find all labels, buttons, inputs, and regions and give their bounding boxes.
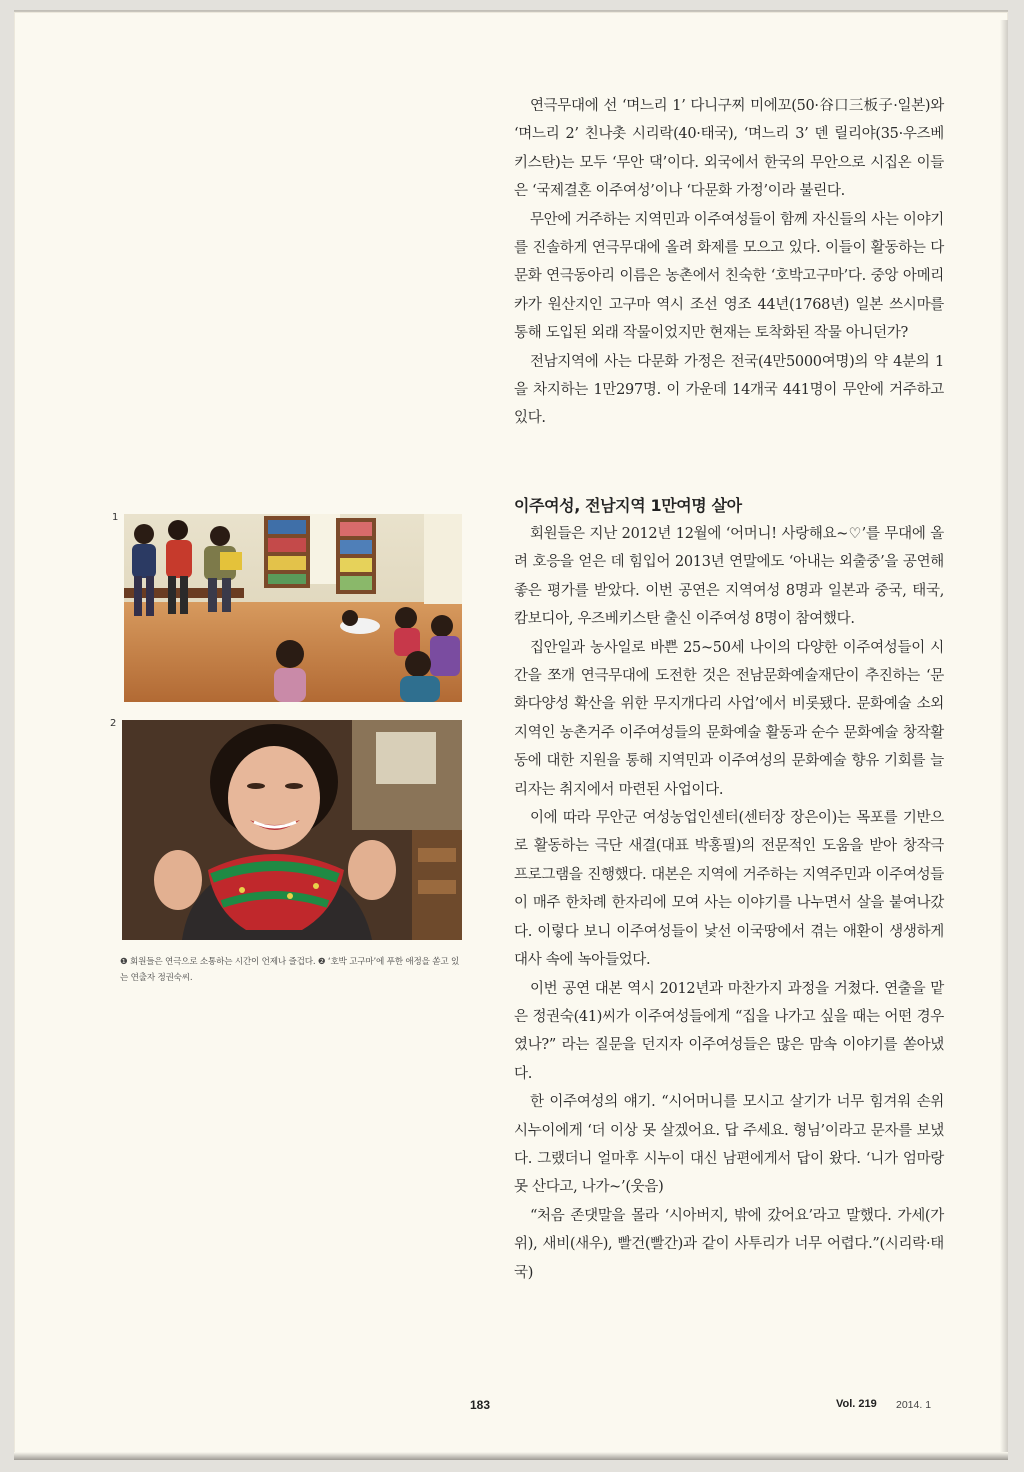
article-section-2 — [514, 492, 944, 1287]
paragraph: 전남지역에 사는 다문화 가정은 전국(4만5000여명)의 약 4분의 1을 차지하는 1만297명. 이 가운데 14개국 441명이 무안에 거주하고 있다. — [514, 353, 944, 427]
photo-2-number: 2 — [110, 718, 117, 729]
paragraph: “처음 존댓말을 몰라 ‘시아버지, 밖에 갔어요’라고 말했다. 가세(가위), 새비(새우), 빨건(빨간)과 같이 사투리가 너무 어렵다.”(시리락·태국) — [514, 1207, 944, 1281]
photo-2-director-portrait — [122, 720, 462, 940]
volume-label: Vol. 219 — [836, 1398, 877, 1410]
paragraph: 이번 공연 대본 역시 2012년과 마찬가지 과정을 거쳤다. 연출을 맡은 정권숙(41)씨가 이주여성들에게 “집을 나가고 싶을 때는 어떤 경우였나?” 라는 질문을 던지자 이주여성들은 많은 맘속 이야기를 쏟아냈다. — [514, 980, 944, 1082]
photo-1-rehearsal-room — [124, 514, 462, 702]
photo-2-illustration — [122, 720, 462, 940]
section-heading: 이주여성, 전남지역 1만여명 살아 — [514, 496, 742, 515]
paragraph: 한 이주여성의 얘기. “시어머니를 모시고 살기가 너무 힘겨워 손위 시누이에게 ‘더 이상 못 살겠어요. 답 주세요. 형님’이라고 문자를 보냈다. 그랬더니 얼마후 시누이 대신 남편에게서 답이 왔다. ‘니가 엄마랑 못 산다고, 나가~’(웃음) — [514, 1094, 944, 1196]
paragraph: 회원들은 지난 2012년 12월에 ‘어머니! 사랑해요~♡’를 무대에 올려 호응을 얻은 데 힘입어 2013년 연말에도 ‘아내는 외출중’을 공연해 좋은 평가를 받았다. 이번 공연은 지역여성 8명과 일본과 중국, 태국, 캄보디아, 우즈베키스탄 출신 이주여성 8명이 참여했다. — [514, 526, 944, 628]
photo-1-illustration — [124, 514, 462, 702]
page-edge-bottom — [14, 1452, 1008, 1460]
page-edge-right — [1000, 20, 1008, 1452]
photo-1-number: 1 — [112, 512, 119, 523]
page-number: 183 — [470, 1398, 491, 1412]
paragraph: 이에 따라 무안군 여성농업인센터(센터장 장은이)는 목포를 기반으로 활동하는 극단 새결(대표 박홍필)의 전문적인 도움을 받아 창작극 프로그램을 진행했다. 대본은 지역에 거주하는 지역주민과 이주여성들이 매주 한차례 한자리에 모여 사는 이야기를 나누면서 살을 붙여나갔다. 이렇다 보니 이주여성들이 낯선 이국땅에서 겪는 애환이 생생하게 대사 속에 녹아들었다. — [514, 810, 944, 969]
issue-date: 2014. 1 — [896, 1399, 932, 1411]
paragraph: 무안에 거주하는 지역민과 이주여성들이 함께 자신들의 사는 이야기를 진솔하게 연극무대에 올려 화제를 모으고 있다. 이들이 활동하는 다문화 연극동아리 이름은 농촌에서 친숙한 ‘호박고구마’다. 중앙 아메리카가 원산지인 고구마 역시 조선 영조 44년(1768년) 일본 쓰시마를 통해 도입된 외래 작물이었지만 현재는 토착화된 작물 아니던가? — [514, 211, 944, 342]
photo-caption: ❶ 회원들은 연극으로 소통하는 시간이 언제나 즐겁다. ❷ ‘호박 고구마’에 푸한 애정을 쏟고 있는 연출자 정권숙씨. — [120, 957, 460, 983]
paragraph: 집안일과 농사일로 바쁜 25~50세 나이의 다양한 이주여성들이 시간을 쪼개 연극무대에 도전한 것은 전남문화예술재단이 추진하는 ‘문화다양성 확산을 위한 무지개다리 사업’에서 비롯됐다. 문화예술 소외지역인 농촌거주 이주여성들의 문화예술 활동과 순수 문화예술 창작활동에 대한 지원을 통해 지역민과 이주여성의 문화예술 향유 기회를 늘리자는 취지에서 마련된 사업이다. — [514, 639, 944, 798]
article-section-1 — [514, 92, 944, 433]
paragraph: 연극무대에 선 ‘며느리 1’ 다니구찌 미에꼬(50·谷口三板子·일본)와 ‘며느리 2’ 친나촛 시리락(40·태국), ‘며느리 3’ 덴 릴리야(35·우즈베키스탄)는 모두 ‘무안 댁’이다. 외국에서 한국의 무안으로 시집온 이들은 ‘국제결혼 이주여성’이나 ‘다문화 가정’이라 불린다. — [514, 98, 944, 200]
